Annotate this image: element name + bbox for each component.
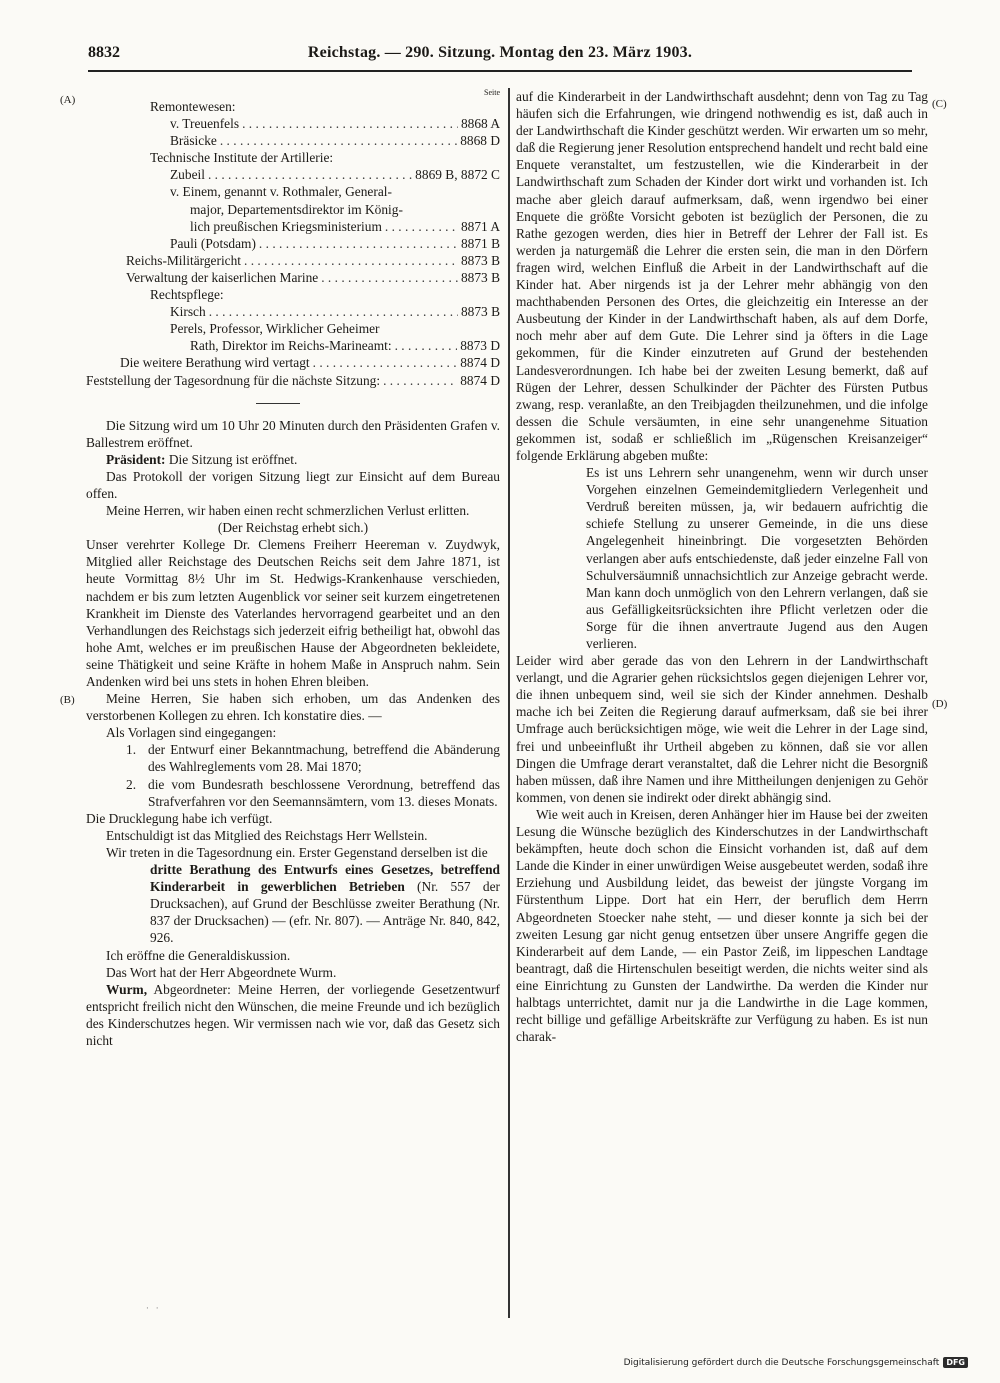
paragraph: Meine Herren, Sie haben sich erhoben, um das Andenken des verstorbenen Kollegen zu ehren. Ich konstatire dies. — <box>86 691 500 724</box>
paragraph: Das Protokoll der vorigen Sitzung liegt zur Einsicht auf dem Bureau offen. <box>86 468 500 501</box>
paragraph: Die Sitzung wird um 10 Uhr 20 Minuten durch den Präsidenten Grafen v. Ballestrem eröffnet. <box>86 417 500 450</box>
toc-entry: major, Departementsdirektor im König- <box>190 201 403 217</box>
toc-entry: lich preußischen Kriegsministerium . . . 8871 A <box>86 218 500 235</box>
block-quote: Es ist uns Lehrern sehr unangenehm, wenn wir durch unser Vorgehen einzelnen Gemeindemitgliedern Verlegenheit und Verdruß bereiten müssen, ja, wir bedauern aufrichtig die schiefe Stellung zu unserer Gemeinde, in die uns diese Angelegenheit hineinbringt. Die vorgesetzten Behörden verlangen aber aufs entschiedenste, daß jeder einzelne Fall von Schulversäumniß unnachsichtlich zur Anzeige gebracht werde. Man kann doch unmöglich von den Lehrern verlangen, daß sie aus Gefälligkeitsrücksichten ihre Pflicht verletzen oder die Sorge für die ihnen anvertraute Jugend aus den Augen verlieren. <box>586 465 928 651</box>
paragraph: Präsident: Die Sitzung ist eröffnet. <box>106 451 298 467</box>
right-column <box>516 88 928 1045</box>
paragraph: Das Wort hat der Herr Abgeordnete Wurm. <box>106 964 337 980</box>
paragraph: Wurm, Abgeordneter: Meine Herren, der vorliegende Gesetzentwurf entspricht freilich nicht den Wünschen, die meine Freunde und ich bezüglich des Kinderschutzes hegen. Wir vermissen nach wie vor, daß das Gesetz sich nicht <box>86 981 500 1048</box>
agenda-item-title: dritte Berathung des Entwurfs eines Gesetzes, betreffend Kinderarbeit in gewerblichen Betrieben <box>150 862 500 895</box>
toc-entry: Zubeil . . . 8869 B, 8872 C <box>86 166 500 183</box>
header-rule <box>88 70 912 72</box>
margin-mark-c: (C) <box>932 98 947 110</box>
toc-entry: Rechtspflege: <box>150 287 224 303</box>
margin-mark-a: (A) <box>60 94 76 106</box>
left-column <box>86 88 500 1049</box>
margin-mark-d: (D) <box>932 698 948 710</box>
toc-entry: Feststellung der Tagesordnung für die nächste Sitzung: . . . 8874 D <box>86 372 500 389</box>
paragraph: Die Drucklegung habe ich verfügt. <box>86 810 273 826</box>
toc-entry: Pauli (Potsdam) . . . 8871 B <box>86 235 500 252</box>
running-title: Reichstag. — 290. Sitzung. Montag den 23. März 1903. <box>307 44 693 61</box>
dfg-logo-icon: DFG <box>943 1357 968 1368</box>
toc-entry: Reichs-Militärgericht . . . 8873 B <box>86 252 500 269</box>
paragraph: Unser verehrter Kollege Dr. Clemens Freiherr Heereman v. Zuydwyk, Mitglied aller Reichstage des Deutschen Reichs seit dem Jahre 1871, ist heute Vormittag 8½ Uhr im St. Hedwigs-Krankenhause verschieden, nachdem er bis zum letzten Augenblick vor seiner seit kurzem eingetretenen Krankheit im Dienste des Vaterlandes hervorragend gearbeitet und an den Verhandlungen des Reichstags sich jederzeit eifrig betheiligt hat, obwohl das hohe Amt, welches er im preußischen Hause der Abgeordneten bekleidete, seine Thätigkeit und seine Kräfte in hohem Maße in Anspruch nahm. Sein Andenken wird bei uns stets in hohen Ehren bleiben. <box>86 537 500 689</box>
toc-entry: Kirsch . . . 8873 B <box>86 303 500 320</box>
section-separator <box>256 403 300 404</box>
digitization-footer <box>624 1357 968 1368</box>
toc-entry: Technische Institute der Artillerie: <box>150 150 334 166</box>
footer-text: Digitalisierung gefördert durch die Deutsche Forschungsgemeinschaft <box>623 1357 940 1368</box>
toc-entry: Verwaltung der kaiserlichen Marine . . . 8873 B <box>86 269 500 286</box>
submissions-list <box>86 741 500 809</box>
table-of-contents <box>86 88 500 389</box>
toc-entry: Remontewesen: <box>150 99 236 114</box>
list-item: 2. die vom Bundesrath beschlossene Verordnung, betreffend das Strafverfahren vor den Seemannsämtern, vom 13. dieses Monats. <box>126 776 500 809</box>
speaker-name: Wurm, <box>106 981 148 997</box>
toc-entry: v. Treuenfels . . . 8868 A <box>86 115 500 132</box>
toc-entry: Rath, Direktor im Reichs-Marineamt: . . . 8873 D <box>86 337 500 354</box>
agenda-item: dritte Berathung des Entwurfs eines Gesetzes, betreffend Kinderarbeit in gewerblichen Betrieben (Nr. 557 der Drucksachen), auf Grund der Beschlüsse zweiter Berathung (Nr. 837 der Drucksachen) — (efr. Nr. 807). — Anträge Nr. 840, 842, 926. <box>150 862 500 946</box>
column-divider <box>508 88 510 1318</box>
scan-marks: · · <box>146 1304 161 1314</box>
paragraph: Leider wird aber gerade das von den Lehrern in der Landwirthschaft verlangt, und die Agrarier gehen rücksichtslos gegen diejenigen Lehrer vor, die ihnen unbequem sind, weil sie sich der Kinder annehmen. Deshalb mache ich bei Zeiten die Regierung darauf aufmerksam, daß sie bei ihrer Umfrage auch berücksichtigen möge, wie weit die Lehrer in der Lage sind, frei und unbeeinflußt ihr Urtheil abgeben zu können, daß sie vor allen Dingen die Umfrage derart veranstaltet, daß die Lehrer nicht die Besorgniß haben müssen, daß ihre Namen und ihre Mittheilungen denjenigen zu Gehör kommen, von denen sie indirekt oder direkt abhängig sind. <box>516 653 928 805</box>
list-item: 1. der Entwurf einer Bekanntmachung, betreffend die Abänderung des Wahlreglements vom 28. Mai 1870; <box>126 742 500 775</box>
page-number: 8832 <box>88 44 120 61</box>
stage-direction: (Der Reichstag erhebt sich.) <box>217 520 369 536</box>
paragraph: Entschuldigt ist das Mitglied des Reichstags Herr Wellstein. <box>106 827 428 843</box>
paragraph: Meine Herren, wir haben einen recht schmerzlichen Verlust erlitten. <box>106 503 470 519</box>
speaker-name: Präsident: <box>106 451 166 467</box>
seite-label: Seite <box>484 88 500 97</box>
toc-entry: v. Einem, genannt v. Rothmaler, General- <box>170 184 392 200</box>
paragraph: auf die Kinderarbeit in der Landwirthschaft ausdehnt; denn von Tag zu Tag häufen sich die Erfahrungen, wie dringend nothwendig es ist, daß auch in der Landwirthschaft die Kinder geschützt werden. Wir erwarten um so mehr, daß die Regierung jener Resolution entsprechend handelt und recht bald eine Enquete veranstaltet, um festzustellen, wie die Kinderarbeit in der Landwirthschaft zum Schaden der Kinder dort wirkt und vorhanden ist. Ich mache aber gleich darauf aufmerksam, daß, wenn irgendwo bei einer Enquete die größte Vorsicht geboten ist bezüglich der Personen, die zu Rathe gezogen werden, dies hier in Betreff der Lehrer der Fall ist. Es werden ja naturgemäß die Lehrer die ersten sein, die man in den Dörfern fragen wird, welchen Einfluß die Arbeit in der Landwirthschaft auf die Kinder hat. Aber nirgends ist ja der Lehrer mehr abhängig von den machthabenden Personen des Ortes, die gleichzeitig ein Interesse an der Ausbeutung der Kinder in der Landwirthschaft haben, als auf dem Dorfe, noch mehr aber auf dem Gute. Die Lehrer sind ja öfters in die Lage gekommen, für die Kinder einzutreten auf Grund der bestehenden Landesverordnungen. Ich habe bei der zweiten Lesung bemerkt, daß auf Rügen der Lehrer, dessen Schulkinder der Pächter des Fürsten Putbus zwang, resp. veranlaßte, an den Treibjagden theilzunehmen, und die infolge dessen die Schule versäumten, in eine sehr unangenehme Situation gekommen ist, sodaß er schließlich im „Rügenschen Kreisanzeiger“ folgende Erklärung abgeben mußte: <box>516 89 928 463</box>
paragraph: Als Vorlagen sind eingegangen: <box>106 725 277 741</box>
page-header <box>88 44 912 68</box>
toc-entry: Die weitere Berathung wird vertagt . . . 8874 D <box>86 354 500 371</box>
paragraph: Wie weit auch in Kreisen, deren Anhänger hier im Hause bei der zweiten Lesung die Wünsche bezüglich des Kinderschutzes in der Landwirthschaft bekämpften, heute doch schon die Einsicht vorhanden ist, daß auf dem Lande die Kinder in einer unwürdigen Weise ausgebeutet werden, sodaß ihre Erziehung und Ausbildung leidet, das beweist der jüngste Vorgang im Fürstenthum Lippe. Dort hat ein Herr, der beruflich dem Herrn Abgeordneten Stoecker nahe steht, — und dieser konnte ja sich bei der zweiten Lesung gar nicht genug entsetzen über unsere Angriffe gegen die Kinderarbeit auf dem Lande, — ein Pastor Zeiß, im lippeschen Landtage beantragt, daß die Hirtenschulen beseitigt werden, die nichts weiter sind als eine Einrichtung zu Gunsten der Landwirthe. Da werden die Kinder nur halbtags unterrichtet, damit nur ja die Landwirthe in die Lage kommen, recht billige und gefällige Arbeitskräfte zur Verfügung zu haben. Es ist nun charak- <box>516 806 928 1045</box>
toc-entry: Perels, Professor, Wirklicher Geheimer <box>170 321 380 337</box>
margin-mark-b: (B) <box>60 694 75 706</box>
paragraph: Wir treten in die Tagesordnung ein. Erster Gegenstand derselben ist die <box>106 844 488 860</box>
paragraph: Ich eröffne die Generaldiskussion. <box>106 947 291 963</box>
toc-entry: Bräsicke . . . 8868 D <box>86 132 500 149</box>
